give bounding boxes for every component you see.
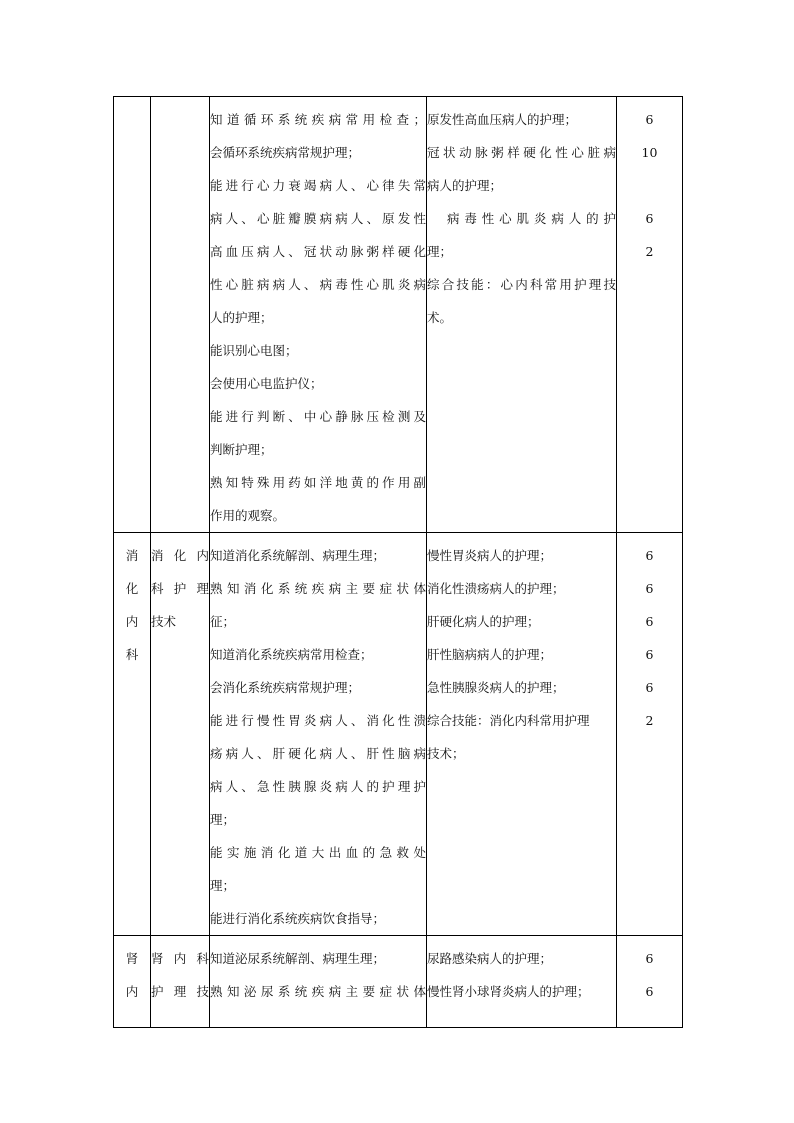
knowledge-line: 理；: [210, 878, 236, 893]
dept-cell: [114, 533, 151, 936]
hours-value: 6: [645, 951, 654, 966]
knowledge-line: 作用的观察。: [210, 508, 286, 523]
content-line: 原发性高血压病人的护理；: [427, 112, 578, 127]
knowledge-line: 熟知消化系统疾病主要症状体: [210, 581, 426, 596]
hours-value: 6: [645, 614, 654, 629]
course-line: 肾内科: [151, 951, 209, 966]
course-line: 消化内: [151, 548, 209, 563]
dept-char: 化: [125, 581, 139, 596]
content-line: 急性胰腺炎病人的护理；: [427, 680, 565, 695]
hours-cell: [617, 97, 683, 533]
dept-char: 肾: [125, 951, 139, 966]
course-cell: [151, 936, 210, 1028]
hours-value: 6: [645, 984, 654, 999]
curriculum-table: [113, 96, 683, 1028]
knowledge-line: 高血压病人、冠状动脉粥样硬化: [210, 244, 426, 259]
content-line: 慢性胃炎病人的护理；: [427, 548, 553, 563]
content-line: 术。: [427, 310, 453, 325]
course-cell: [151, 533, 210, 936]
knowledge-line: 会使用心电监护仪；: [210, 376, 323, 391]
hours-cell: [617, 533, 683, 936]
knowledge-line: 熟知特殊用药如洋地黄的作用副: [210, 475, 426, 490]
knowledge-line: 熟知泌尿系统疾病主要症状体: [210, 984, 426, 999]
knowledge-line: 能进行消化系统疾病饮食指导；: [210, 911, 386, 926]
content-line: 病毒性心肌炎病人的护: [447, 211, 616, 226]
hours-value: 6: [645, 211, 654, 226]
knowledge-line: 判断护理；: [210, 442, 273, 457]
table-row-gastroenterology: [114, 533, 683, 936]
content-cell: [427, 533, 617, 936]
course-cell: [151, 97, 210, 533]
knowledge-line: 能识别心电图；: [210, 343, 298, 358]
content-line: 病人的护理；: [427, 178, 503, 193]
knowledge-line: 征；: [210, 614, 236, 629]
hours-value: [617, 169, 682, 202]
table-row-nephrology: [114, 936, 683, 1028]
hours-value: 6: [645, 680, 654, 695]
hours-value: 2: [645, 713, 654, 728]
hours-value: 6: [645, 581, 654, 596]
knowledge-line: 会消化系统疾病常规护理；: [210, 680, 361, 695]
content-line: 冠状动脉粥样硬化性心脏病: [427, 145, 616, 160]
dept-char: 内: [125, 614, 139, 629]
content-cell: [427, 97, 617, 533]
dept-char: 消: [125, 548, 139, 563]
knowledge-line: 会循环系统疾病常规护理；: [210, 145, 361, 160]
knowledge-cell: [210, 936, 427, 1028]
knowledge-line: 知道泌尿系统解剖、病理生理；: [210, 951, 386, 966]
dept-char: 科: [125, 647, 139, 662]
content-line: 综合技能：心内科常用护理技: [427, 277, 616, 292]
course-line: 科护理: [151, 581, 209, 596]
knowledge-line: 病人、急性胰腺炎病人的护理护: [210, 779, 426, 794]
knowledge-line: 能实施消化道大出血的急救处: [210, 845, 426, 860]
content-line: 消化性溃疡病人的护理；: [427, 581, 565, 596]
course-line: 技术: [151, 614, 177, 629]
table-row-cardiology: [114, 97, 683, 533]
knowledge-line: 知道循环系统疾病常用检查；: [210, 112, 426, 127]
knowledge-line: 能进行心力衰竭病人、心律失常: [210, 178, 426, 193]
knowledge-line: 人的护理；: [210, 310, 273, 325]
content-line: 肝硬化病人的护理；: [427, 614, 540, 629]
dept-cell: [114, 936, 151, 1028]
knowledge-line: 病人、心脏瓣膜病病人、原发性: [210, 211, 426, 226]
content-line: 慢性肾小球肾炎病人的护理；: [427, 984, 590, 999]
knowledge-line: 知道消化系统疾病常用检查；: [210, 647, 373, 662]
course-line: 护理技: [151, 984, 209, 999]
hours-value: 6: [645, 548, 654, 563]
knowledge-cell: [210, 97, 427, 533]
knowledge-line: 能进行判断、中心静脉压检测及: [210, 409, 426, 424]
knowledge-line: 理；: [210, 812, 236, 827]
knowledge-line: 知道消化系统解剖、病理生理；: [210, 548, 386, 563]
content-line: 理；: [427, 244, 453, 259]
knowledge-line: 能进行慢性胃炎病人、消化性溃: [210, 713, 426, 728]
content-line: 综合技能：消化内科常用护理: [427, 713, 590, 728]
content-line: 技术；: [427, 746, 465, 761]
hours-value: 10: [641, 145, 658, 160]
hours-value: 6: [645, 647, 654, 662]
knowledge-cell: [210, 533, 427, 936]
dept-cell: [114, 97, 151, 533]
knowledge-line: 性心脏病病人、病毒性心肌炎病: [210, 277, 426, 292]
knowledge-line: 疡病人、肝硬化病人、肝性脑病: [210, 746, 426, 761]
content-line: 尿路感染病人的护理；: [427, 951, 553, 966]
hours-cell: [617, 936, 683, 1028]
content-cell: [427, 936, 617, 1028]
content-line: 肝性脑病病人的护理；: [427, 647, 553, 662]
hours-value: 2: [645, 244, 654, 259]
dept-char: 内: [125, 984, 139, 999]
hours-value: 6: [645, 112, 654, 127]
